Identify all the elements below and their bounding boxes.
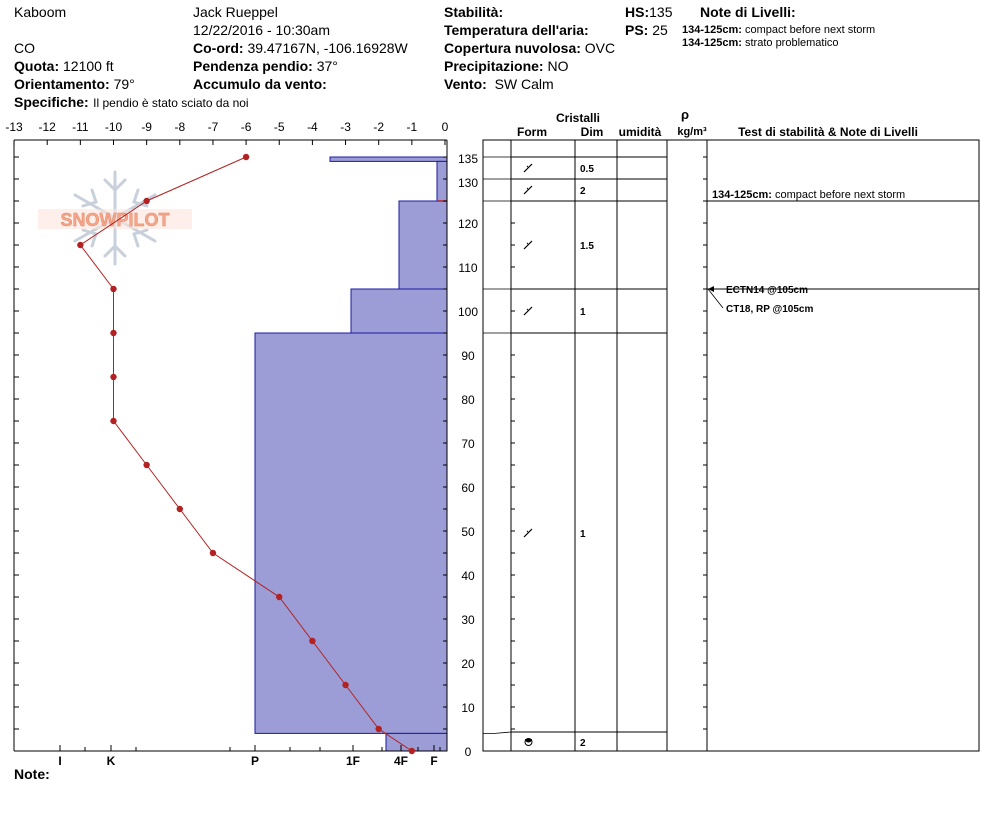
temp-tick-label: -10 <box>104 120 123 134</box>
moisture-header: umidità <box>618 125 662 139</box>
density-unit: kg/m³ <box>677 126 707 138</box>
grain-size: 0.5 <box>580 164 594 175</box>
height-label: 20 <box>461 657 475 671</box>
hardness-bar <box>351 289 447 333</box>
observation-datetime: 12/22/2016 - 10:30am <box>193 22 330 38</box>
height-label: 135 <box>457 152 479 166</box>
hardness-label: F <box>430 754 438 768</box>
temp-tick-label: -1 <box>406 120 418 134</box>
grain-size: 2 <box>580 186 586 197</box>
height-axis <box>443 152 478 759</box>
height-label: 100 <box>457 305 479 319</box>
layer-note: 134-125cm: compact before next storm <box>712 189 906 201</box>
grain-icon <box>524 186 532 194</box>
observer-name: Jack Rueppel <box>193 4 278 20</box>
test-result: ECTN14 @105cm <box>726 285 809 296</box>
precipitation: Precipitazione: NO <box>444 58 569 74</box>
height-label: 40 <box>461 569 475 583</box>
height-label: 120 <box>457 217 479 231</box>
hardness-bar <box>437 161 447 201</box>
grain-size: 2 <box>580 738 586 749</box>
grain-icon-tick <box>527 243 528 244</box>
temp-tick-label: -8 <box>174 120 186 134</box>
temperature-point <box>276 594 282 600</box>
temp-tick-label: -6 <box>240 120 252 134</box>
form-header: Form <box>517 125 547 139</box>
penetration: PS: 25 <box>625 22 668 38</box>
table-frame <box>483 140 979 751</box>
height-label: 80 <box>461 393 475 407</box>
temperature-point <box>409 748 415 754</box>
temperature-point <box>376 726 382 732</box>
temp-tick-label: -11 <box>72 120 89 134</box>
wind: Vento: SW Calm <box>444 76 554 92</box>
temperature-point <box>210 550 216 556</box>
hardness-axis <box>58 745 440 768</box>
test-arrowhead <box>708 286 714 292</box>
temperature-point <box>110 286 116 292</box>
height-label: 90 <box>461 349 475 363</box>
temperature-point <box>77 242 83 248</box>
grain-icon-tick <box>527 531 528 532</box>
temperature-point <box>143 462 149 468</box>
state: CO <box>14 40 35 56</box>
grain-size: 1.5 <box>580 241 594 252</box>
temp-tick-label: -12 <box>38 120 56 134</box>
temp-tick-label: -4 <box>307 120 318 134</box>
grain-icon-tick <box>527 188 528 189</box>
height-label: 130 <box>457 176 479 190</box>
grain-icon <box>524 164 532 172</box>
snowpilot-logo <box>38 172 192 264</box>
temperature-point <box>342 682 348 688</box>
temp-tick-label: -7 <box>207 120 219 134</box>
test-result: CT18, RP @105cm <box>726 304 814 315</box>
height-label: 50 <box>461 525 475 539</box>
grain-size: 1 <box>580 529 586 540</box>
hardness-label: P <box>250 754 260 768</box>
layer-note-1: 134-125cm: compact before next storm <box>682 24 876 36</box>
test-pointer <box>708 289 723 308</box>
grain-size: 1 <box>580 307 586 318</box>
height-label: 110 <box>458 261 478 275</box>
coordinates: Co-ord: 39.47167N, -106.16928W <box>193 40 408 56</box>
grain-icon <box>524 241 532 249</box>
temperature-point <box>110 374 116 380</box>
elevation: Quota: 12100 ft <box>14 58 114 74</box>
height-label: 70 <box>461 437 475 451</box>
height-label: 60 <box>461 481 475 495</box>
hardness-bar <box>386 733 447 751</box>
stability: Stabilità: <box>444 4 504 20</box>
temperature-point <box>110 418 116 424</box>
height-ticks-left <box>14 157 19 729</box>
height-label: 10 <box>461 701 475 715</box>
temperature-axis <box>5 120 448 145</box>
grain-icon <box>524 529 532 537</box>
temperature-point <box>309 638 315 644</box>
layer-note-2: 134-125cm: strato problematico <box>682 37 839 49</box>
layer-connector <box>483 732 511 733</box>
layer-notes-title: Note di Livelli: <box>700 4 796 20</box>
temp-tick-label: -13 <box>5 120 23 134</box>
hardness-bar <box>255 333 447 733</box>
specifics: Specifiche: Il pendio è stato sciato da noi <box>14 94 249 110</box>
size-header: Dim <box>580 125 604 139</box>
snowpilot-logo-text: SNOWPILOT <box>60 210 170 230</box>
hardness-label: I <box>58 754 62 768</box>
hardness-bar <box>330 157 447 161</box>
temp-tick-label: -3 <box>340 120 351 134</box>
hardness-bar <box>399 201 447 289</box>
aspect: Orientamento: 79° <box>14 76 135 92</box>
height-label: 0 <box>464 745 472 759</box>
hardness-label: 1F <box>345 754 361 768</box>
tests-header: Test di stabilità & Note di Livelli <box>738 125 918 139</box>
density-symbol: ρ <box>680 107 690 122</box>
slope-angle: Pendenza pendio: 37° <box>193 58 338 74</box>
sky-cover: Copertura nuvolosa: OVC <box>444 40 616 56</box>
temp-tick-label: -9 <box>141 120 152 134</box>
location-name: Kaboom <box>14 4 67 20</box>
grain-icon <box>524 307 532 315</box>
total-snow-height: HS:135 <box>625 4 673 20</box>
hardness-label: 4F <box>393 754 409 768</box>
temperature-point <box>243 154 249 160</box>
temp-tick-label: -2 <box>373 120 385 134</box>
temp-tick-label: -5 <box>273 120 285 134</box>
crystals-header: Cristalli <box>555 111 601 125</box>
temp-tick-label: 0 <box>441 120 449 134</box>
height-label: 30 <box>461 613 475 627</box>
temperature-point <box>143 198 149 204</box>
hardness-bars <box>255 157 447 751</box>
wind-loading: Accumulo da vento: <box>193 76 327 92</box>
temperature-point <box>177 506 183 512</box>
grain-icon-tick <box>527 166 528 167</box>
note-label: Note: <box>14 766 50 782</box>
temperature-point <box>110 330 116 336</box>
air-temperature: Temperatura dell'aria: <box>444 22 589 38</box>
grain-icon-tick <box>527 309 528 310</box>
hardness-label: K <box>106 754 116 768</box>
